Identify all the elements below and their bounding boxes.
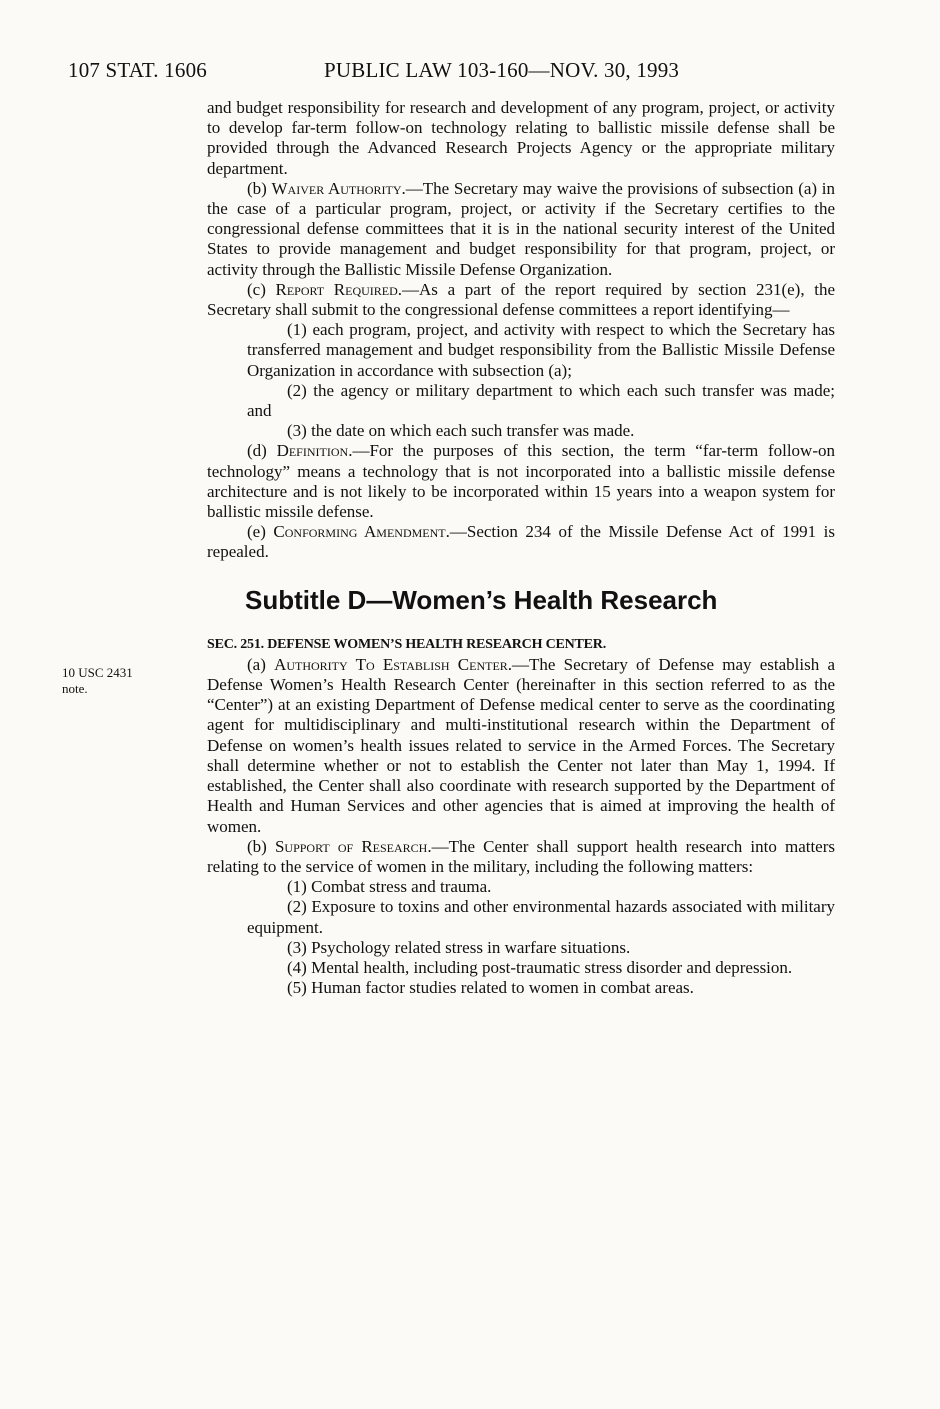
list-item: (1) each program, project, and activity with respect to which the Secretary has transferred management and budget responsibility from the Ballistic Missile Defense Organization in accordance with subsection (a); [247, 320, 835, 380]
section-subsection-a [207, 655, 835, 837]
subsection-d-heading: Definition [276, 441, 349, 461]
subsection-b [207, 179, 835, 280]
public-law-citation: PUBLIC LAW 103-160—NOV. 30, 1993 [324, 58, 680, 82]
list-item: (5) Human factor studies related to women in combat areas. [287, 978, 694, 998]
section-a-text: .—The Secretary of Defense may establish a Defense Women’s Health Research Center (hereinafter in this section referred to as the “Center”) at an existing Department of Defense medical center to serve as the coordinating agent for multidisciplinary and multi-institutional research within the Department of Defense on women’s health issues related to service in the Armed Forces. The Secretary shall determine whether or not to establish the Center not later than May 1, 1994. If established, the Center shall also coordinate with research supported by the Department of Health and Human Services and other agencies that is aimed at improving the health of women. [207, 654, 835, 836]
section-heading: SEC. 251. DEFENSE WOMEN’S HEALTH RESEARCH CENTER. [207, 636, 607, 652]
subsection-d [207, 441, 835, 522]
list-item: (1) Combat stress and trauma. [287, 877, 492, 897]
subsection-e [207, 522, 835, 562]
list-item: (2) Exposure to toxins and other environmental hazards associated with military equipment. [247, 897, 835, 937]
subsection-e-heading: Conforming Amendment [273, 522, 446, 542]
list-item: (3) Psychology related stress in warfare situations. [287, 937, 631, 957]
stat-page-number: 107 STAT. 1606 [68, 58, 207, 82]
subsection-b-label: (b) [247, 178, 272, 198]
subsection-c-label: (c) [247, 279, 276, 299]
margin-note-label: note. [62, 681, 88, 696]
section-a-heading: Authority To Establish Center [274, 654, 508, 674]
subsection-e-text: .—Section 234 of the Missile Defense Act of 1991 is repealed. [207, 522, 835, 562]
document-body [207, 98, 835, 998]
subsection-c [207, 280, 835, 320]
subsection-d-text: .—For the purposes of this section, the term “far-term follow-on technology” means a technology that is not incorporated into a ballistic missile defense architecture and is not likely to be incorporated within 15 years into a weapon system for ballistic missile defense. [207, 441, 835, 522]
list-item: (2) the agency or military department to which each such transfer was made; and [247, 380, 835, 421]
section-b-label: (b) [247, 836, 275, 856]
subsection-c-text: .—As a part of the report required by section 231(e), the Secretary shall submit to the congressional defense committees a report identifying— [207, 279, 835, 320]
margin-note [62, 665, 133, 697]
subsection-e-label: (e) [247, 522, 274, 542]
section-b-text: .—The Center shall support health research into matters relating to the service of women in the military, including the following matters: [207, 836, 836, 876]
subsection-c-heading: Report Required [275, 279, 398, 299]
page-header [68, 58, 908, 84]
continued-paragraph: and budget responsibility for research and development of any program, project, or activity to develop far-term follow-on technology relating to ballistic missile defense shall be provided through the Advanced Research Projects Agency or the appropriate military department. [207, 98, 835, 178]
section-subsection-b [207, 837, 835, 877]
subsection-b-text: .—The Secretary may waive the provisions of subsection (a) in the case of a particular program, project, or activity if the Secretary certifies to the congressional defense committees that it is in the national security interest of the United States to provide management and budget responsibility for that program, project, or activity through the Ballistic Missile Defense Organization. [207, 178, 835, 279]
list-item: (3) the date on which each such transfer was made. [287, 421, 635, 441]
subsection-b-heading: Waiver Authority [271, 178, 402, 198]
subsection-d-label: (d) [247, 441, 277, 461]
list-item: (4) Mental health, including post-traumatic stress disorder and depression. [287, 957, 793, 977]
subtitle-heading: Subtitle D—Women’s Health Research [245, 584, 718, 615]
margin-note-citation: 10 USC 2431 [62, 665, 133, 680]
section-b-heading: Support of Research [274, 836, 428, 856]
section-a-label: (a) [247, 654, 275, 674]
